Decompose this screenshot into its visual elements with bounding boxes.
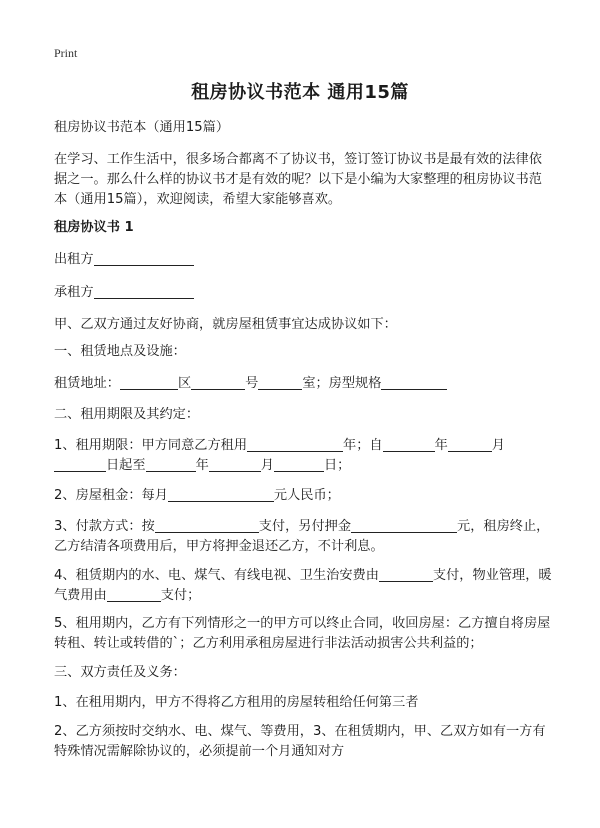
room-text: 室；房型规格 <box>302 376 382 391</box>
payment-text: 支付，另付押金 <box>258 519 352 534</box>
blank <box>191 374 245 390</box>
fees-text: 支付，物业管理，暖气费用由 <box>54 568 552 603</box>
blank <box>379 566 433 582</box>
agreement-intro: 甲、乙双方通过友好协商，就房屋租赁事宜达成协议如下： <box>54 317 397 332</box>
lessee-blank <box>94 283 194 299</box>
print-link[interactable]: Print <box>54 46 78 60</box>
district-text: 区 <box>177 376 192 391</box>
term-text: 年 <box>195 458 209 473</box>
term-text: 1、租用期限：甲方同意乙方租用 <box>54 438 248 453</box>
blank <box>54 456 106 472</box>
lessor-label: 出租方 <box>54 252 94 267</box>
blank <box>274 456 324 472</box>
section-1-heading: 一、租赁地点及设施： <box>54 344 186 359</box>
term-text: 年 <box>434 438 448 453</box>
section-2-heading: 二、租用期限及其约定： <box>54 407 200 422</box>
fees-text: 支付； <box>160 588 201 603</box>
term-clause <box>54 436 554 476</box>
blank <box>258 374 302 390</box>
rent-text: 2、房屋租金：每月 <box>54 488 168 503</box>
blank <box>383 436 435 452</box>
duty-2: 2、乙方须按时交纳水、电、煤气、等费用，3、在租赁期内，甲、乙双方如有一方有特殊情况需解除协议的，必须提前一个月通知对方 <box>54 724 546 759</box>
payment-clause <box>54 517 554 557</box>
blank <box>351 517 457 533</box>
rent-clause <box>54 486 554 506</box>
payment-text: 3、付款方式：按 <box>54 519 155 534</box>
blank <box>168 486 274 502</box>
duty-1: 1、在租用期内，甲方不得将乙方租用的房屋转租给任何第三者 <box>54 695 419 710</box>
payment-text: 元，租房终止，乙方结清各项费用后，甲方将押金退还乙方，不计利息。 <box>54 519 550 554</box>
address-label: 租赁地址： <box>54 376 120 391</box>
blank <box>247 436 343 452</box>
page-title: 租房协议书范本 通用15篇 <box>191 82 409 103</box>
term-text: 日起至 <box>106 458 146 473</box>
blank <box>448 436 492 452</box>
term-text: 月 <box>491 438 505 453</box>
doc-subtitle: 租房协议书范本（通用15篇） <box>54 120 230 135</box>
number-text: 号 <box>245 376 259 391</box>
intro-paragraph: 在学习、工作生活中，很多场合都离不了协议书，签订签订协议书是最有效的法律依据之一。那么什么样的协议书才是有效的呢？以下是小编为大家整理的租房协议书范本（通用15篇），欢迎阅读，希望大家能够喜欢。 <box>54 152 542 207</box>
lessee-line <box>54 283 554 303</box>
blank <box>381 374 447 390</box>
blank <box>146 456 196 472</box>
blank <box>155 517 259 533</box>
fees-clause <box>54 566 554 606</box>
termination-clause: 5、租用期内，乙方有下列情形之一的甲方可以终止合同，收回房屋：乙方擅自将房屋转租、转让或转借的`；乙方利用承租房屋进行非法活动损害公共利益的； <box>54 616 551 651</box>
address-line <box>54 374 554 394</box>
term-text: 日； <box>323 458 351 473</box>
lessee-label: 承租方 <box>54 285 94 300</box>
section-heading: 租房协议书 1 <box>54 220 134 235</box>
rent-text: 元人民币； <box>273 488 340 503</box>
blank <box>209 456 261 472</box>
section-3-heading: 三、双方责任及义务： <box>54 665 186 680</box>
term-text: 年；自 <box>343 438 383 453</box>
blank <box>107 586 161 602</box>
fees-text: 4、租赁期内的水、电、煤气、有线电视、卫生治安费由 <box>54 568 379 583</box>
lessor-line <box>54 250 554 270</box>
term-text: 月 <box>260 458 274 473</box>
lessor-blank <box>94 250 194 266</box>
blank <box>120 374 178 390</box>
